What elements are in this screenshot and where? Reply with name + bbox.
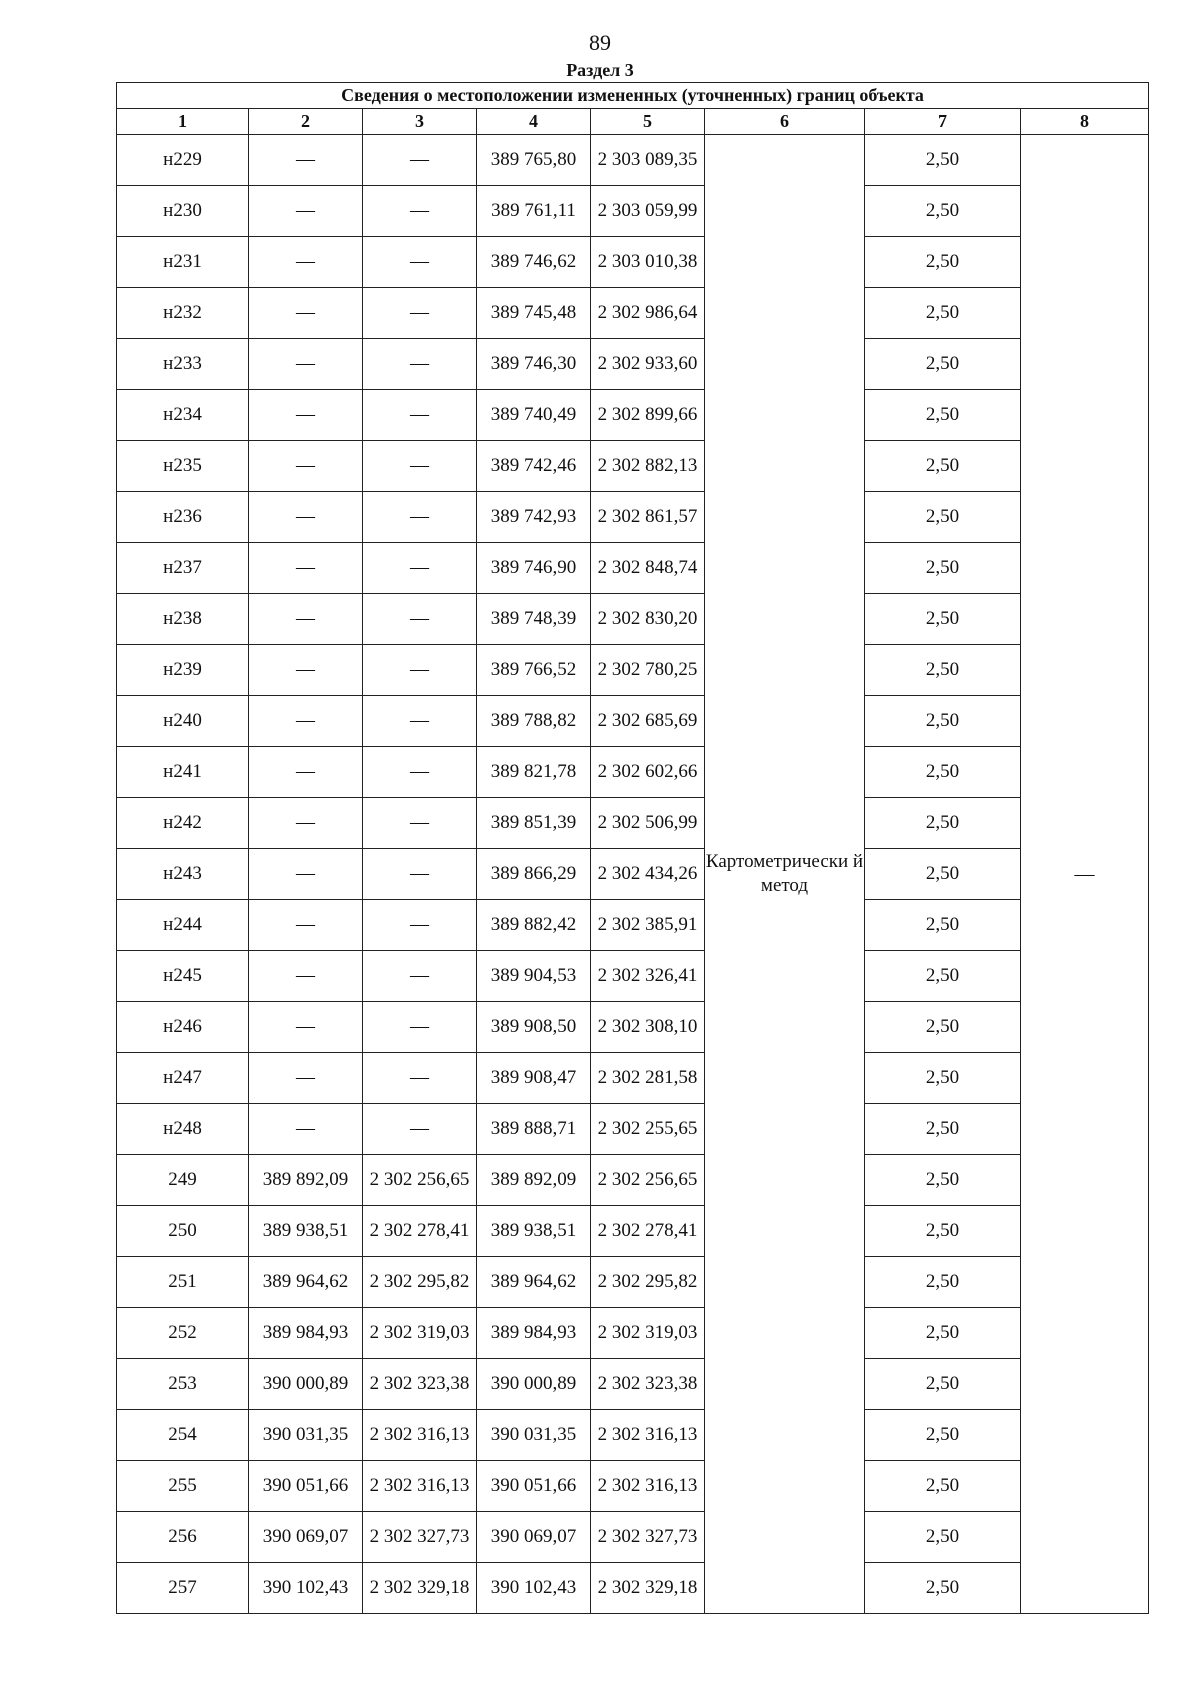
new-x-cell: 389 964,62 <box>477 1257 591 1308</box>
new-y-cell: 2 302 316,13 <box>591 1461 705 1512</box>
table-row <box>117 951 1149 1002</box>
old-y-cell: — <box>363 1053 477 1104</box>
new-x-cell: 389 745,48 <box>477 288 591 339</box>
old-y-cell: 2 302 316,13 <box>363 1461 477 1512</box>
table-row <box>117 441 1149 492</box>
point-cell: н244 <box>117 900 249 951</box>
new-x-cell: 390 000,89 <box>477 1359 591 1410</box>
table-row <box>117 1257 1149 1308</box>
table-row <box>117 594 1149 645</box>
point-cell: н247 <box>117 1053 249 1104</box>
old-x-cell: 390 069,07 <box>249 1512 363 1563</box>
old-y-cell: — <box>363 543 477 594</box>
new-y-cell: 2 302 848,74 <box>591 543 705 594</box>
method-cell: Картометрически й метод <box>705 135 865 1614</box>
accuracy-cell: 2,50 <box>865 441 1021 492</box>
point-cell: 257 <box>117 1563 249 1614</box>
point-cell: н238 <box>117 594 249 645</box>
point-cell: н236 <box>117 492 249 543</box>
column-number: 1 <box>117 109 249 135</box>
new-x-cell: 389 746,90 <box>477 543 591 594</box>
new-y-cell: 2 302 882,13 <box>591 441 705 492</box>
table-row <box>117 798 1149 849</box>
accuracy-cell: 2,50 <box>865 339 1021 390</box>
accuracy-cell: 2,50 <box>865 645 1021 696</box>
point-cell: 252 <box>117 1308 249 1359</box>
new-x-cell: 389 748,39 <box>477 594 591 645</box>
page-number: 89 <box>589 30 611 55</box>
new-x-cell: 389 766,52 <box>477 645 591 696</box>
new-y-cell: 2 302 434,26 <box>591 849 705 900</box>
column-8-cell: — <box>1021 135 1149 1614</box>
old-y-cell: 2 302 329,18 <box>363 1563 477 1614</box>
old-x-cell: — <box>249 441 363 492</box>
boundary-coordinates-table <box>116 82 1149 1614</box>
table-row <box>117 390 1149 441</box>
old-y-cell: 2 302 319,03 <box>363 1308 477 1359</box>
accuracy-cell: 2,50 <box>865 186 1021 237</box>
old-y-cell: 2 302 316,13 <box>363 1410 477 1461</box>
old-y-cell: — <box>363 849 477 900</box>
new-y-cell: 2 302 281,58 <box>591 1053 705 1104</box>
column-number-row <box>117 109 1149 135</box>
accuracy-cell: 2,50 <box>865 1461 1021 1512</box>
point-cell: 251 <box>117 1257 249 1308</box>
accuracy-cell: 2,50 <box>865 543 1021 594</box>
new-y-cell: 2 302 602,66 <box>591 747 705 798</box>
new-y-cell: 2 302 256,65 <box>591 1155 705 1206</box>
accuracy-cell: 2,50 <box>865 951 1021 1002</box>
point-cell: н239 <box>117 645 249 696</box>
point-cell: н246 <box>117 1002 249 1053</box>
old-x-cell: — <box>249 798 363 849</box>
point-cell: н248 <box>117 1104 249 1155</box>
column-number: 4 <box>477 109 591 135</box>
column-number: 7 <box>865 109 1021 135</box>
new-x-cell: 390 069,07 <box>477 1512 591 1563</box>
point-cell: н242 <box>117 798 249 849</box>
accuracy-cell: 2,50 <box>865 1563 1021 1614</box>
new-y-cell: 2 302 685,69 <box>591 696 705 747</box>
new-y-cell: 2 302 861,57 <box>591 492 705 543</box>
new-y-cell: 2 302 506,99 <box>591 798 705 849</box>
new-x-cell: 390 031,35 <box>477 1410 591 1461</box>
old-x-cell: — <box>249 1104 363 1155</box>
table-row <box>117 339 1149 390</box>
accuracy-cell: 2,50 <box>865 1308 1021 1359</box>
old-y-cell: 2 302 278,41 <box>363 1206 477 1257</box>
new-x-cell: 389 866,29 <box>477 849 591 900</box>
new-x-cell: 389 742,46 <box>477 441 591 492</box>
old-x-cell: 390 102,43 <box>249 1563 363 1614</box>
new-y-cell: 2 302 329,18 <box>591 1563 705 1614</box>
old-y-cell: 2 302 256,65 <box>363 1155 477 1206</box>
old-x-cell: — <box>249 339 363 390</box>
old-y-cell: — <box>363 1002 477 1053</box>
point-cell: н232 <box>117 288 249 339</box>
point-cell: н240 <box>117 696 249 747</box>
accuracy-cell: 2,50 <box>865 288 1021 339</box>
old-x-cell: — <box>249 594 363 645</box>
new-x-cell: 390 051,66 <box>477 1461 591 1512</box>
old-x-cell: — <box>249 237 363 288</box>
table-row <box>117 849 1149 900</box>
table-row <box>117 492 1149 543</box>
point-cell: н229 <box>117 135 249 186</box>
new-y-cell: 2 302 255,65 <box>591 1104 705 1155</box>
old-x-cell: — <box>249 645 363 696</box>
old-x-cell: 389 892,09 <box>249 1155 363 1206</box>
new-y-cell: 2 303 010,38 <box>591 237 705 288</box>
point-cell: 250 <box>117 1206 249 1257</box>
point-cell: н235 <box>117 441 249 492</box>
accuracy-cell: 2,50 <box>865 1410 1021 1461</box>
old-y-cell: — <box>363 594 477 645</box>
new-y-cell: 2 302 385,91 <box>591 900 705 951</box>
point-cell: н233 <box>117 339 249 390</box>
table-row <box>117 696 1149 747</box>
section-title: Раздел 3 <box>566 60 634 80</box>
new-x-cell: 389 821,78 <box>477 747 591 798</box>
old-x-cell: — <box>249 696 363 747</box>
old-y-cell: — <box>363 645 477 696</box>
new-x-cell: 389 892,09 <box>477 1155 591 1206</box>
new-x-cell: 389 746,62 <box>477 237 591 288</box>
table-row <box>117 1002 1149 1053</box>
new-y-cell: 2 302 780,25 <box>591 645 705 696</box>
table-row <box>117 237 1149 288</box>
table-row <box>117 1206 1149 1257</box>
table-row <box>117 186 1149 237</box>
old-y-cell: — <box>363 237 477 288</box>
old-x-cell: — <box>249 492 363 543</box>
old-x-cell: 389 964,62 <box>249 1257 363 1308</box>
old-x-cell: — <box>249 1002 363 1053</box>
point-cell: 249 <box>117 1155 249 1206</box>
accuracy-cell: 2,50 <box>865 135 1021 186</box>
new-y-cell: 2 302 327,73 <box>591 1512 705 1563</box>
accuracy-cell: 2,50 <box>865 1155 1021 1206</box>
point-cell: н231 <box>117 237 249 288</box>
new-x-cell: 389 746,30 <box>477 339 591 390</box>
old-x-cell: — <box>249 288 363 339</box>
point-cell: н234 <box>117 390 249 441</box>
new-y-cell: 2 302 899,66 <box>591 390 705 441</box>
old-y-cell: — <box>363 1104 477 1155</box>
point-cell: 255 <box>117 1461 249 1512</box>
accuracy-cell: 2,50 <box>865 237 1021 288</box>
new-y-cell: 2 302 933,60 <box>591 339 705 390</box>
old-x-cell: — <box>249 135 363 186</box>
old-y-cell: — <box>363 288 477 339</box>
old-x-cell: 390 000,89 <box>249 1359 363 1410</box>
new-x-cell: 389 851,39 <box>477 798 591 849</box>
old-y-cell: — <box>363 441 477 492</box>
table-row <box>117 645 1149 696</box>
new-x-cell: 389 788,82 <box>477 696 591 747</box>
old-y-cell: — <box>363 135 477 186</box>
accuracy-cell: 2,50 <box>865 1512 1021 1563</box>
table-body <box>117 135 1149 1614</box>
old-x-cell: 390 031,35 <box>249 1410 363 1461</box>
old-y-cell: — <box>363 492 477 543</box>
column-number: 2 <box>249 109 363 135</box>
new-x-cell: 389 984,93 <box>477 1308 591 1359</box>
accuracy-cell: 2,50 <box>865 900 1021 951</box>
new-x-cell: 390 102,43 <box>477 1563 591 1614</box>
old-x-cell: 390 051,66 <box>249 1461 363 1512</box>
point-cell: н237 <box>117 543 249 594</box>
accuracy-cell: 2,50 <box>865 1359 1021 1410</box>
old-y-cell: 2 302 323,38 <box>363 1359 477 1410</box>
accuracy-cell: 2,50 <box>865 1104 1021 1155</box>
new-x-cell: 389 908,47 <box>477 1053 591 1104</box>
table-row <box>117 543 1149 594</box>
new-y-cell: 2 302 308,10 <box>591 1002 705 1053</box>
column-number: 8 <box>1021 109 1149 135</box>
accuracy-cell: 2,50 <box>865 1206 1021 1257</box>
new-x-cell: 389 888,71 <box>477 1104 591 1155</box>
old-y-cell: — <box>363 798 477 849</box>
new-y-cell: 2 302 986,64 <box>591 288 705 339</box>
table-row <box>117 1359 1149 1410</box>
old-y-cell: — <box>363 339 477 390</box>
new-y-cell: 2 302 319,03 <box>591 1308 705 1359</box>
old-y-cell: — <box>363 747 477 798</box>
table-row <box>117 1563 1149 1614</box>
old-y-cell: — <box>363 900 477 951</box>
accuracy-cell: 2,50 <box>865 696 1021 747</box>
point-cell: 253 <box>117 1359 249 1410</box>
old-x-cell: — <box>249 951 363 1002</box>
new-y-cell: 2 302 295,82 <box>591 1257 705 1308</box>
old-x-cell: — <box>249 849 363 900</box>
new-y-cell: 2 302 323,38 <box>591 1359 705 1410</box>
old-x-cell: 389 938,51 <box>249 1206 363 1257</box>
new-y-cell: 2 302 316,13 <box>591 1410 705 1461</box>
point-cell: н230 <box>117 186 249 237</box>
table-row <box>117 747 1149 798</box>
new-y-cell: 2 302 278,41 <box>591 1206 705 1257</box>
accuracy-cell: 2,50 <box>865 1002 1021 1053</box>
new-x-cell: 389 882,42 <box>477 900 591 951</box>
old-y-cell: — <box>363 696 477 747</box>
point-cell: н241 <box>117 747 249 798</box>
new-x-cell: 389 740,49 <box>477 390 591 441</box>
table-row <box>117 1104 1149 1155</box>
old-x-cell: — <box>249 543 363 594</box>
table-row <box>117 1461 1149 1512</box>
point-cell: 254 <box>117 1410 249 1461</box>
table-row <box>117 135 1149 186</box>
point-cell: 256 <box>117 1512 249 1563</box>
accuracy-cell: 2,50 <box>865 594 1021 645</box>
table-row <box>117 1512 1149 1563</box>
old-y-cell: 2 302 327,73 <box>363 1512 477 1563</box>
accuracy-cell: 2,50 <box>865 1257 1021 1308</box>
table-row <box>117 1410 1149 1461</box>
accuracy-cell: 2,50 <box>865 798 1021 849</box>
new-y-cell: 2 303 089,35 <box>591 135 705 186</box>
accuracy-cell: 2,50 <box>865 849 1021 900</box>
new-y-cell: 2 303 059,99 <box>591 186 705 237</box>
table-row <box>117 288 1149 339</box>
old-y-cell: 2 302 295,82 <box>363 1257 477 1308</box>
point-cell: н243 <box>117 849 249 900</box>
table-row <box>117 1308 1149 1359</box>
new-x-cell: 389 904,53 <box>477 951 591 1002</box>
old-x-cell: — <box>249 747 363 798</box>
accuracy-cell: 2,50 <box>865 390 1021 441</box>
old-y-cell: — <box>363 186 477 237</box>
table-row <box>117 1053 1149 1104</box>
new-x-cell: 389 761,11 <box>477 186 591 237</box>
table-caption: Сведения о местоположении измененных (уточненных) границ объекта <box>117 83 1149 109</box>
old-x-cell: — <box>249 900 363 951</box>
old-x-cell: — <box>249 1053 363 1104</box>
table-row <box>117 900 1149 951</box>
accuracy-cell: 2,50 <box>865 492 1021 543</box>
table-row <box>117 1155 1149 1206</box>
new-x-cell: 389 765,80 <box>477 135 591 186</box>
column-number: 6 <box>705 109 865 135</box>
new-x-cell: 389 908,50 <box>477 1002 591 1053</box>
new-x-cell: 389 938,51 <box>477 1206 591 1257</box>
column-number: 5 <box>591 109 705 135</box>
old-x-cell: 389 984,93 <box>249 1308 363 1359</box>
new-y-cell: 2 302 830,20 <box>591 594 705 645</box>
accuracy-cell: 2,50 <box>865 747 1021 798</box>
column-number: 3 <box>363 109 477 135</box>
point-cell: н245 <box>117 951 249 1002</box>
old-x-cell: — <box>249 186 363 237</box>
new-y-cell: 2 302 326,41 <box>591 951 705 1002</box>
old-x-cell: — <box>249 390 363 441</box>
accuracy-cell: 2,50 <box>865 1053 1021 1104</box>
old-y-cell: — <box>363 390 477 441</box>
new-x-cell: 389 742,93 <box>477 492 591 543</box>
old-y-cell: — <box>363 951 477 1002</box>
